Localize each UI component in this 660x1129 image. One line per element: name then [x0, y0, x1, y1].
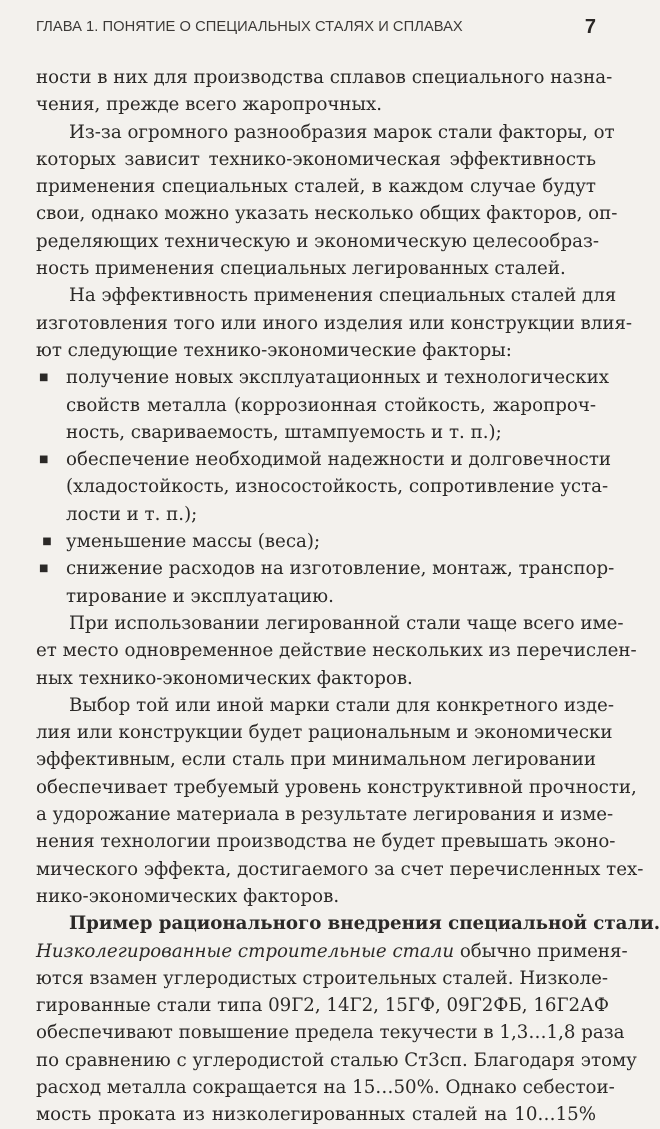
example-heading: Пример рационального внедрения специальной стали.	[69, 913, 660, 935]
italic-term: Низколегированные строительные стали	[36, 940, 455, 962]
bullet-line	[36, 364, 610, 391]
text-line: а удорожание материала в результате легирования и изме-	[36, 804, 614, 826]
text-line: применения специальных сталей, в каждом случае будут	[36, 176, 596, 198]
bullet-text: снижение расходов на изготовление, монтаж, транспор-	[66, 558, 615, 580]
example-paragraph	[36, 910, 660, 1128]
text-line: обеспечивают повышение предела текучести в 1,3…1,8 раза	[36, 1022, 625, 1044]
bullet-item	[36, 528, 596, 555]
bullet-marker: ■	[39, 454, 49, 466]
text-body	[36, 64, 660, 1129]
text-line: гированные стали типа 09Г2, 14Г2, 15ГФ, 09Г2ФБ, 16Г2АФ	[36, 995, 609, 1017]
text-line: расход металла сокращается на 15…50%. Однако себестои-	[36, 1076, 615, 1098]
bullet-line	[36, 555, 615, 582]
text-line: На эффективность применения специальных сталей для	[69, 285, 617, 307]
bullet-item	[36, 446, 612, 528]
text-line: ность применения специальных легированных сталей.	[36, 258, 566, 280]
bullet-line: ность, свариваемость, штампуемость и т. п.);	[66, 421, 502, 443]
text-line: изготовления того или иного изделия или конструкции влия-	[36, 312, 633, 334]
text-line: ределяющих техническую и экономическую целесообраз-	[36, 230, 600, 252]
text-line: мического эффекта, достигаемого за счет перечисленных тех-	[36, 858, 644, 880]
text-line: ются взамен углеродистых строительных сталей. Низколе-	[36, 967, 609, 989]
text-line: свои, однако можно указать несколько общих факторов, оп-	[36, 203, 618, 225]
bullet-marker: ■	[39, 563, 49, 575]
bullet-line: тирование и эксплуатацию.	[66, 585, 334, 607]
text-line	[36, 938, 628, 965]
paragraph-4	[36, 610, 637, 692]
text-line: нения технологии производства не будет превышать эконо-	[36, 831, 616, 853]
text-line: ют следующие технико-экономические факторы:	[36, 339, 512, 361]
text-line: чения, прежде всего жаропрочных.	[36, 94, 383, 116]
running-head	[36, 16, 596, 38]
text-line: При использовании легированной стали чаще всего име-	[69, 612, 624, 634]
bullet-list	[36, 364, 615, 610]
text-line: эффективным, если сталь при минимальном легировании	[36, 749, 596, 771]
bullet-line: лости и т. п.);	[66, 503, 198, 525]
paragraph-2	[36, 119, 618, 283]
text-line: Из-за огромного разнообразия марок стали факторы, от	[69, 121, 615, 143]
bullet-line	[36, 446, 612, 473]
text-line: ности в них для производства сплавов специального назна-	[36, 67, 613, 88]
chapter-title: ГЛАВА 1. ПОНЯТИЕ О СПЕЦИАЛЬНЫХ СТАЛЯХ И СПЛАВАХ	[36, 19, 463, 35]
text-line: которых зависит технико-экономическая эффективность	[36, 148, 596, 170]
paragraph-5	[36, 692, 644, 910]
text-line: обеспечивает требуемый уровень конструктивной прочности,	[36, 776, 637, 798]
text-fragment: обычно применя-	[454, 940, 628, 962]
paragraph-3	[36, 282, 633, 364]
paragraph-1	[36, 64, 613, 119]
bullet-marker: ■	[42, 536, 52, 548]
bullet-line: свойств металла (коррозионная стойкость, жаропроч-	[66, 394, 596, 416]
text-line: мость проката из низколегированных сталей на 10…15%	[36, 1104, 596, 1126]
page-number: 7	[584, 15, 596, 38]
bullet-line: (хладостойкость, износостойкость, сопротивление уста-	[66, 476, 609, 498]
bullet-item	[36, 555, 615, 610]
text-line: ет место одновременное действие нескольких из перечислен-	[36, 640, 637, 662]
bullet-marker: ■	[39, 372, 49, 384]
bullet-text: получение новых эксплуатационных и технологических	[66, 367, 610, 389]
bullet-text: уменьшение массы (веса);	[66, 531, 321, 553]
text-line: лия или конструкции будет рациональным и экономически	[36, 722, 613, 744]
text-line: по сравнению с углеродистой сталью Ст3сп. Благодаря этому	[36, 1049, 637, 1071]
text-line: ных технико-экономических факторов.	[36, 667, 413, 689]
bullet-item	[36, 364, 610, 446]
text-line: нико-экономических факторов.	[36, 885, 340, 907]
bullet-text: обеспечение необходимой надежности и долговечности	[66, 449, 612, 471]
bullet-line	[36, 528, 596, 555]
text-line: Выбор той или иной марки стали для конкретного изде-	[69, 694, 614, 716]
